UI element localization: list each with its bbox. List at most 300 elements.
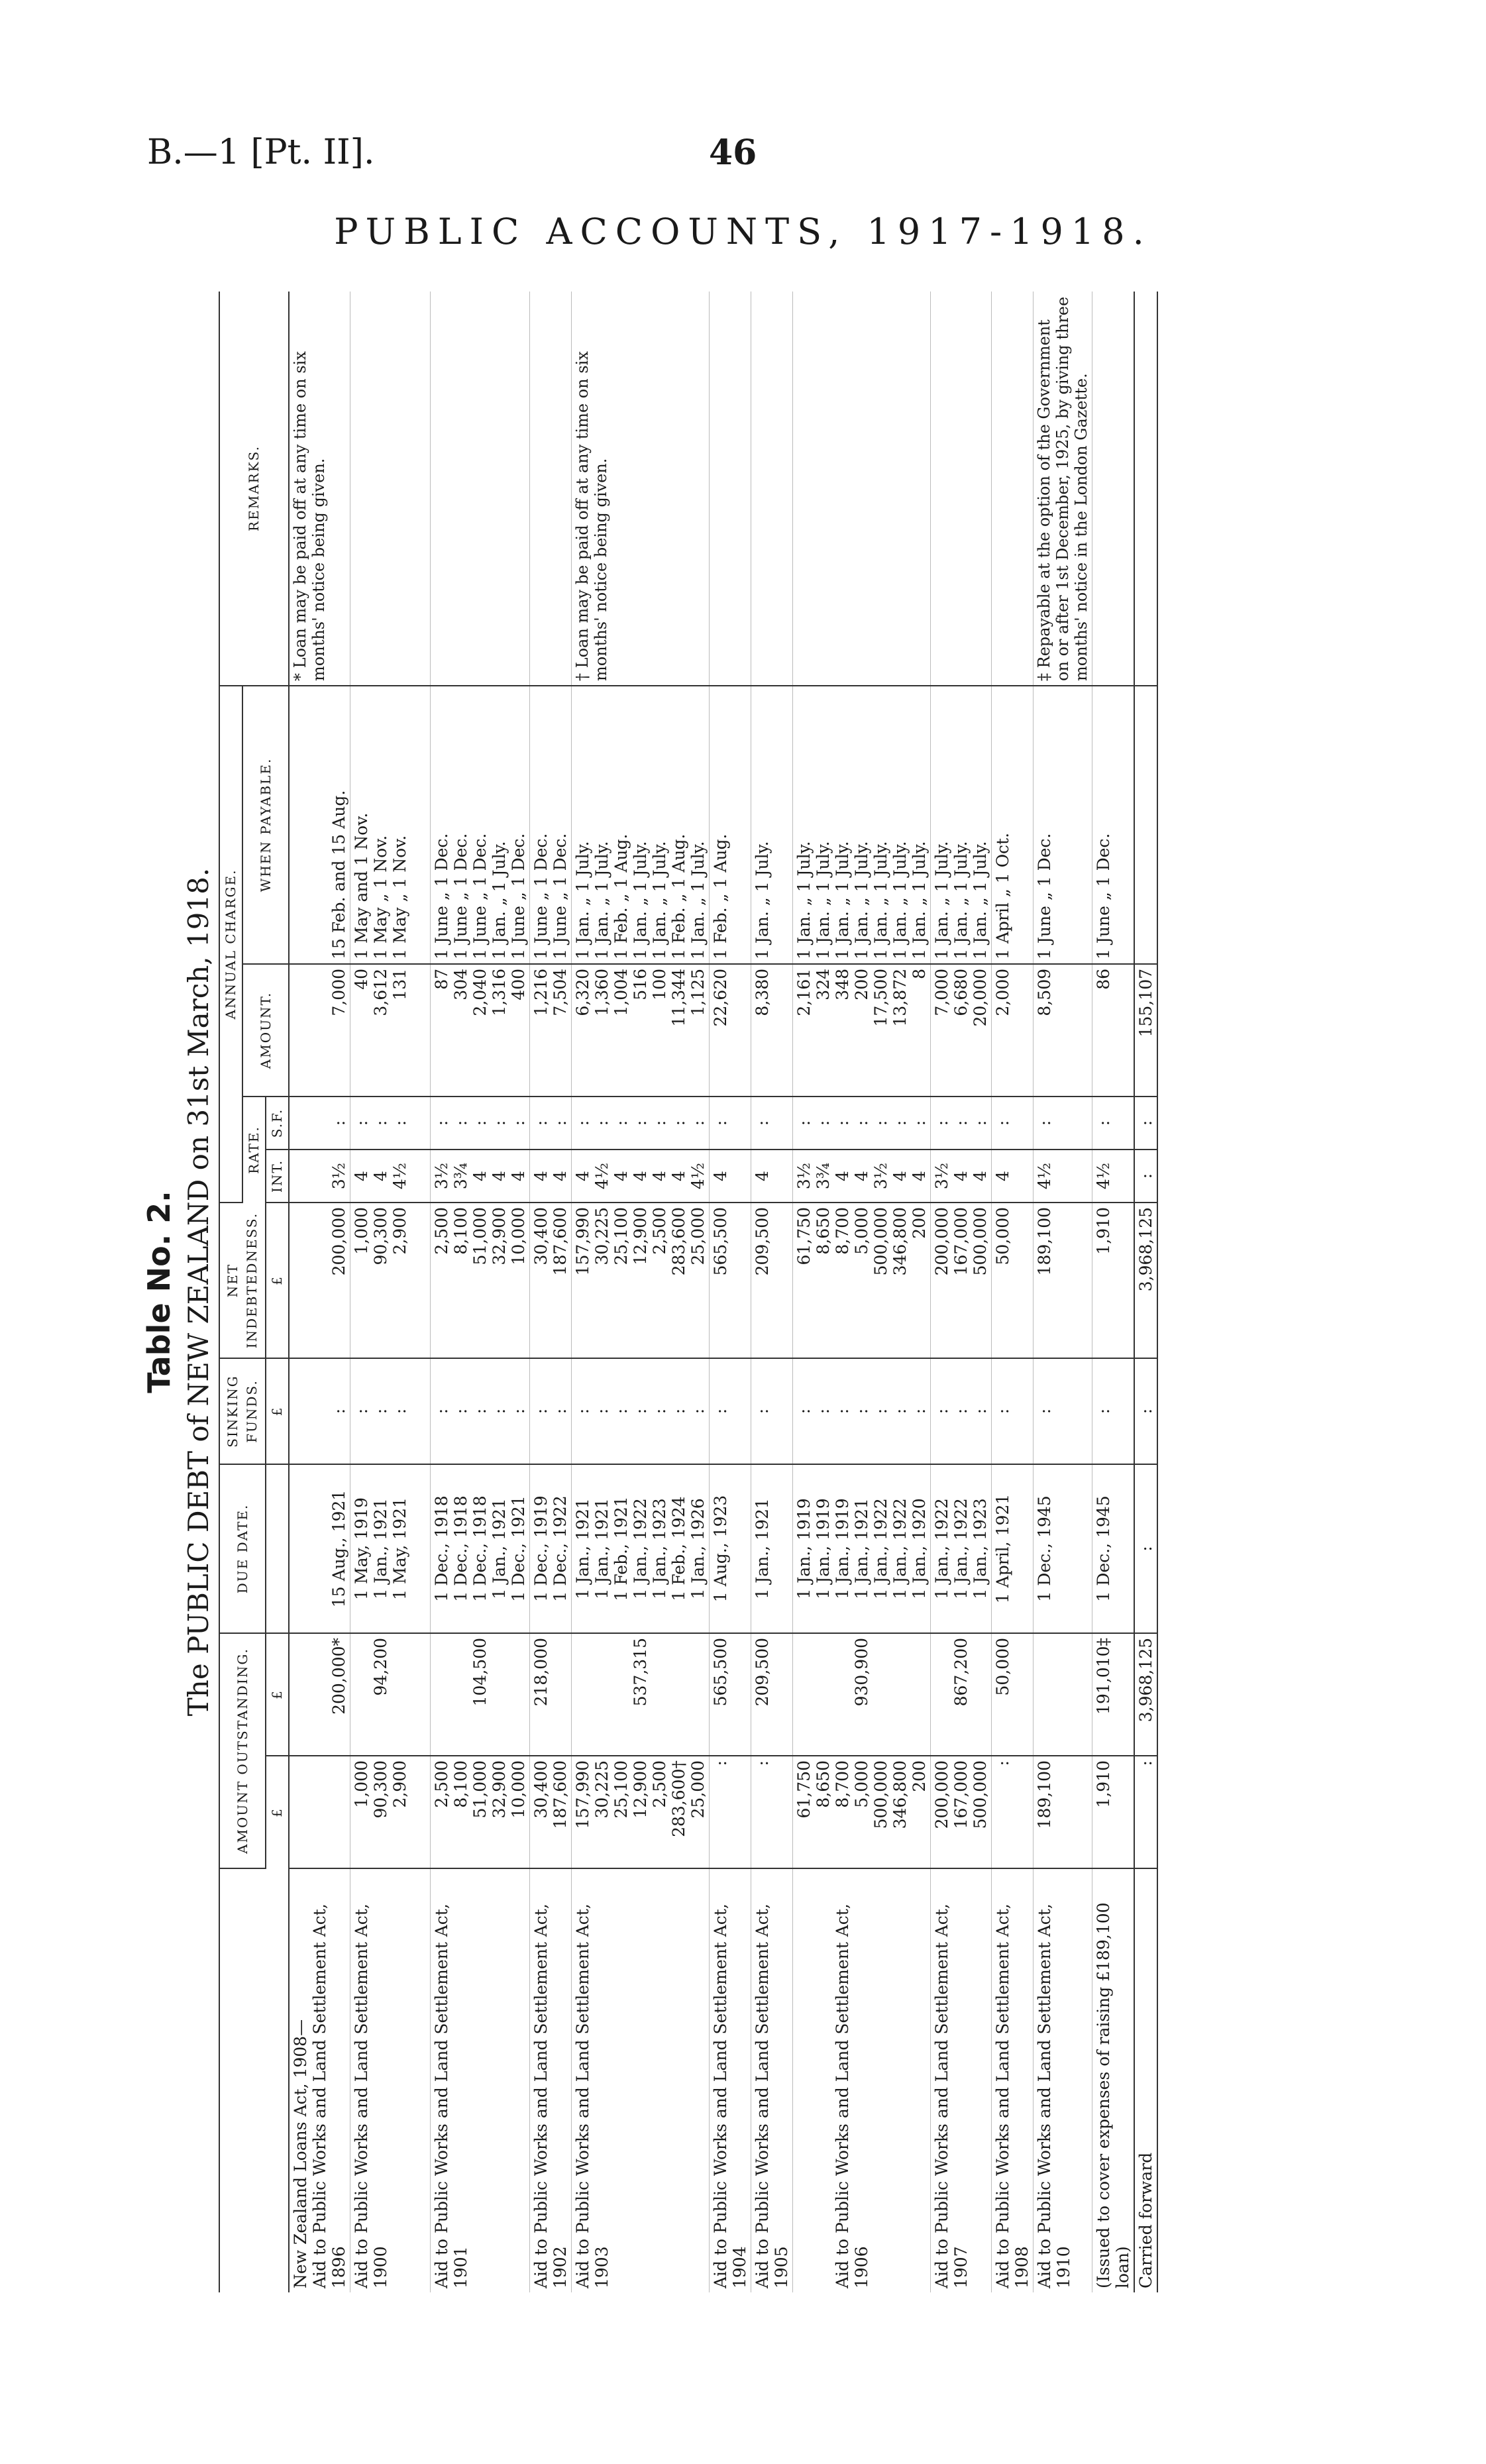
rate-int-cell — [1034, 1150, 1092, 1203]
due-date-line: 1 Dec., 1921 — [509, 1495, 528, 1602]
due-date-line: 1 Dec., 1945 — [1094, 1495, 1113, 1602]
total-outstanding-line — [432, 1638, 451, 1751]
total-outstanding-line: 565,500 — [711, 1637, 730, 1707]
total-outstanding-cell — [1034, 1633, 1092, 1756]
annual-amount-line: 1,360 — [592, 968, 611, 1016]
rate-sf-line: : — [1094, 1120, 1113, 1126]
rate-sf-cell — [572, 1097, 710, 1150]
total-outstanding-line: 94,200 — [371, 1637, 390, 1696]
total-outstanding-cell — [751, 1633, 793, 1756]
total-outstanding-line: 537,315 — [631, 1637, 650, 1707]
item-cell — [710, 1756, 751, 1868]
rate-int-cell — [289, 1150, 350, 1203]
rate-int-line: 3½ — [794, 1162, 814, 1190]
desc-line — [611, 1873, 631, 2288]
when-payable-line: 1 June „ 1 Dec. — [509, 833, 528, 959]
item-line: 30,225 — [592, 1760, 611, 1819]
annual-amount-cell — [751, 964, 793, 1097]
desc-line: New Zealand Loans Act, 1908— — [291, 2019, 310, 2288]
table-row — [751, 292, 793, 2292]
when-payable-line: 1 Jan. „ 1 July. — [932, 841, 951, 959]
net-indebtedness-line: 200,000 — [932, 1206, 951, 1276]
rate-int-line: 4½ — [390, 1162, 409, 1190]
item-line — [310, 1760, 329, 1864]
item-cell — [931, 1756, 992, 1868]
desc-line — [470, 1873, 490, 2288]
rate-int-line — [1054, 1154, 1073, 1198]
rate-int-cell — [572, 1150, 710, 1203]
sinking-fund-line: : — [1035, 1408, 1054, 1415]
when-payable-line: 1 May „ 1 Nov. — [371, 835, 390, 959]
rate-sf-cell — [1034, 1097, 1092, 1150]
annual-amount-line: 6,320 — [573, 968, 592, 1016]
rate-int-line: 4½ — [1094, 1162, 1113, 1190]
when-payable-line: 1 June „ 1 Dec. — [551, 833, 570, 959]
annual-amount-cell — [710, 964, 751, 1097]
desc-line — [409, 1873, 429, 2288]
annual-amount-line: 516 — [631, 968, 650, 1000]
annual-amount-cell — [431, 964, 530, 1097]
item-line: 200 — [910, 1760, 929, 1792]
net-indebtedness-line: 50,000 — [993, 1206, 1012, 1265]
item-cell — [350, 1756, 431, 1868]
item-line: 200,000 — [932, 1760, 951, 1829]
net-indebtedness-cell — [793, 1203, 931, 1358]
when-payable-line: 1 Jan. „ 1 July. — [688, 841, 708, 959]
due-date-line: 1 Jan., 1922 — [871, 1498, 890, 1599]
net-indebtedness-line: 283,600 — [669, 1206, 688, 1276]
desc-line — [910, 1873, 929, 2288]
due-date-cell — [289, 1464, 350, 1633]
public-debt-table — [219, 292, 1158, 2292]
sinking-fund-line — [1054, 1363, 1073, 1460]
rate-sf-line: : — [794, 1120, 814, 1126]
rate-sf-line: : — [711, 1120, 730, 1126]
item-cell — [572, 1756, 710, 1868]
when-payable-line: 1 Jan. „ 1 July. — [910, 841, 929, 959]
due-date-cell — [992, 1464, 1034, 1633]
rate-sf-line: : — [951, 1120, 971, 1126]
rate-int-line — [730, 1154, 749, 1198]
page-number: 46 — [709, 133, 757, 173]
due-date-line: 1 Jan., 1921 — [592, 1498, 611, 1599]
annual-amount-line: 200 — [852, 968, 871, 1000]
sinking-fund-cell — [751, 1358, 793, 1464]
rate-int-line: 4 — [352, 1171, 371, 1181]
when-payable-cell — [1034, 686, 1092, 964]
due-date-line — [730, 1469, 749, 1629]
rate-int-line: 4 — [669, 1171, 688, 1181]
total-outstanding-line — [611, 1638, 631, 1751]
annual-amount-line: 2,040 — [470, 968, 490, 1016]
total-outstanding-line: 50,000 — [993, 1637, 1012, 1696]
annual-amount-line — [730, 969, 749, 1092]
sinking-fund-cell — [931, 1358, 992, 1464]
sinking-fund-line — [409, 1363, 429, 1460]
sinking-fund-line: : — [352, 1408, 371, 1415]
net-indebtedness-line: 200 — [910, 1206, 929, 1239]
carried-annual-amount: 155,107 — [1134, 964, 1157, 1097]
sinking-fund-line: : — [573, 1408, 592, 1415]
item-line: 500,000 — [871, 1760, 890, 1829]
due-date-line: 1 Jan., 1922 — [951, 1498, 971, 1599]
rate-sf-cell — [1092, 1097, 1135, 1150]
item-line — [1113, 1760, 1132, 1864]
due-date-cell — [572, 1464, 710, 1633]
sinking-fund-line — [291, 1363, 310, 1460]
annual-amount-cell — [350, 964, 431, 1097]
sinking-fund-cell — [289, 1358, 350, 1464]
rate-int-line: 4 — [993, 1171, 1012, 1181]
when-payable-line — [772, 690, 791, 959]
net-indebtedness-line: 346,800 — [890, 1206, 910, 1276]
sinking-fund-line: : — [753, 1408, 772, 1415]
desc-line: 1910 — [1054, 2246, 1073, 2288]
carried-sinking: : — [1134, 1358, 1157, 1464]
remarks-cell — [350, 292, 431, 686]
sinking-fund-line: : — [509, 1408, 528, 1415]
sinking-fund-line: : — [371, 1408, 390, 1415]
rate-sf-line: : — [650, 1120, 669, 1126]
item-line: : — [753, 1760, 772, 1766]
rate-sf-line: : — [910, 1120, 929, 1126]
carried-items: : — [1134, 1756, 1157, 1868]
remark-note: * Loan may be paid off at any time on six months' notice being given. — [291, 351, 328, 681]
desc-line: Aid to Public Works and Land Settlement Act, — [531, 1903, 551, 2288]
rate-int-cell — [530, 1150, 572, 1203]
rate-int-cell — [1092, 1150, 1135, 1203]
net-indebtedness-cell — [289, 1203, 350, 1358]
annual-amount-cell — [931, 964, 992, 1097]
due-date-line: 1 Dec., 1922 — [551, 1495, 570, 1602]
item-line: 8,700 — [833, 1760, 852, 1808]
when-payable-cell — [530, 686, 572, 964]
when-payable-cell — [1092, 686, 1135, 964]
item-line — [1012, 1760, 1032, 1864]
due-date-line — [291, 1469, 310, 1629]
annual-amount-line: 3,612 — [371, 968, 390, 1016]
table-row — [530, 292, 572, 2292]
due-date-cell — [530, 1464, 572, 1633]
rate-sf-line — [772, 1101, 791, 1145]
net-indebtedness-line: 30,225 — [592, 1206, 611, 1265]
net-indebtedness-line: 8,650 — [814, 1206, 833, 1255]
unit-pound: £ — [266, 1756, 289, 1868]
sinking-fund-cell — [572, 1358, 710, 1464]
rotated-table-block — [139, 292, 1332, 2292]
col-rate: RATE. — [242, 1097, 266, 1203]
net-indebtedness-cell — [572, 1203, 710, 1358]
rate-int-line: 4 — [711, 1171, 730, 1181]
sinking-fund-line: : — [490, 1408, 509, 1415]
rate-sf-line — [1054, 1101, 1073, 1145]
desc-line — [390, 1873, 409, 2288]
desc-line — [631, 1873, 650, 2288]
sinking-fund-line: : — [432, 1408, 451, 1415]
rate-sf-line: : — [573, 1120, 592, 1126]
due-date-line — [310, 1469, 329, 1629]
carried-sf: : — [1134, 1097, 1157, 1150]
annual-amount-line — [291, 969, 310, 1092]
due-date-line — [1113, 1469, 1132, 1629]
net-indebtedness-line: 12,900 — [631, 1206, 650, 1265]
when-payable-line: 1 Jan. „ 1 July. — [650, 841, 669, 959]
item-line: 51,000 — [470, 1760, 490, 1819]
carried-total-outstanding: 3,968,125 — [1134, 1633, 1157, 1756]
due-date-cell — [350, 1464, 431, 1633]
rate-sf-line: : — [814, 1120, 833, 1126]
due-date-line: 1 Jan., 1919 — [794, 1498, 814, 1599]
due-date-line: 1 May, 1919 — [352, 1497, 371, 1600]
total-outstanding-line — [310, 1638, 329, 1751]
annual-amount-line: 13,872 — [890, 968, 910, 1027]
desc-line: 1904 — [730, 2246, 749, 2288]
rate-sf-line: : — [490, 1120, 509, 1126]
total-outstanding-line — [352, 1638, 371, 1751]
when-payable-cell — [931, 686, 992, 964]
net-indebtedness-line — [409, 1207, 429, 1354]
annual-amount-line: 1,125 — [688, 968, 708, 1016]
desc-line: Aid to Public Works and Land Settlement Act, — [711, 1903, 730, 2288]
net-indebtedness-line — [291, 1207, 310, 1354]
sinking-fund-line: : — [932, 1408, 951, 1415]
total-outstanding-line — [551, 1638, 570, 1751]
remarks-cell — [992, 292, 1034, 686]
net-indebtedness-line — [310, 1207, 329, 1354]
total-outstanding-line — [1035, 1638, 1054, 1751]
when-payable-line: 1 Jan. „ 1 July. — [971, 841, 990, 959]
when-payable-line: 1 June „ 1 Dec. — [470, 833, 490, 959]
annual-amount-line — [1012, 969, 1032, 1092]
due-date-line: 1 Jan., 1922 — [890, 1498, 910, 1599]
rate-int-cell — [710, 1150, 751, 1203]
annual-amount-line: 22,620 — [711, 968, 730, 1027]
rate-sf-cell — [751, 1097, 793, 1150]
annual-amount-line: 11,344 — [669, 968, 688, 1027]
due-date-line: 1 Jan., 1922 — [631, 1498, 650, 1599]
rate-sf-line: : — [551, 1120, 570, 1126]
rate-sf-line: : — [470, 1120, 490, 1126]
net-indebtedness-line: 189,100 — [1035, 1206, 1054, 1276]
item-cell — [992, 1756, 1034, 1868]
item-line — [291, 1760, 310, 1864]
item-line: 189,100 — [1035, 1760, 1054, 1829]
when-payable-line: 1 Jan. „ 1 July. — [814, 841, 833, 959]
total-outstanding-line — [910, 1638, 929, 1751]
total-outstanding-line — [772, 1638, 791, 1751]
rate-sf-line: : — [1035, 1120, 1054, 1126]
rate-sf-line: : — [592, 1120, 611, 1126]
item-line — [1054, 1760, 1073, 1864]
due-date-line: 1 Jan., 1921 — [490, 1498, 509, 1599]
due-date-line: 1 Dec., 1945 — [1035, 1495, 1054, 1602]
col-when-payable: WHEN PAYABLE. — [242, 686, 289, 964]
rate-sf-line: : — [371, 1120, 390, 1126]
when-payable-line — [730, 690, 749, 959]
rate-sf-line: : — [833, 1120, 852, 1126]
sinking-fund-line: : — [794, 1408, 814, 1415]
sinking-fund-line: : — [390, 1408, 409, 1415]
net-indebtedness-cell — [431, 1203, 530, 1358]
sinking-fund-cell — [710, 1358, 751, 1464]
when-payable-cell — [793, 686, 931, 964]
desc-line — [814, 1873, 833, 2288]
sinking-fund-line: : — [592, 1408, 611, 1415]
item-cell — [431, 1756, 530, 1868]
sinking-fund-line: : — [531, 1408, 551, 1415]
when-payable-line — [409, 690, 429, 959]
rate-sf-line — [1012, 1101, 1032, 1145]
total-outstanding-cell — [572, 1633, 710, 1756]
col-rate-sf: S.F. — [266, 1097, 289, 1150]
sinking-fund-line: : — [631, 1408, 650, 1415]
net-indebtedness-line: 187,600 — [551, 1206, 570, 1276]
rate-sf-cell — [710, 1097, 751, 1150]
rate-sf-line: : — [352, 1120, 371, 1126]
rate-sf-line: : — [509, 1120, 528, 1126]
desc-line: 1900 — [371, 2246, 390, 2288]
desc-cell — [1092, 1868, 1135, 2292]
when-payable-cell — [350, 686, 431, 964]
carried-forward-label: Carried forward — [1134, 1868, 1157, 2292]
due-date-line: 1 Jan., 1921 — [573, 1498, 592, 1599]
remark-note: † Loan may be paid off at any time on six months' notice being given. — [573, 351, 610, 681]
net-indebtedness-line: 1,910 — [1094, 1206, 1113, 1255]
rate-int-line: 4 — [971, 1171, 990, 1181]
net-indebtedness-line: 25,100 — [611, 1206, 631, 1265]
sinking-fund-line: : — [669, 1408, 688, 1415]
sinking-fund-line: : — [611, 1408, 631, 1415]
rate-sf-cell — [431, 1097, 530, 1150]
table-row — [289, 292, 350, 2292]
due-date-line — [1054, 1469, 1073, 1629]
annual-amount-cell — [793, 964, 931, 1097]
when-payable-cell — [289, 686, 350, 964]
item-line — [730, 1760, 749, 1864]
rate-sf-line: : — [611, 1120, 631, 1126]
rate-sf-line: : — [631, 1120, 650, 1126]
col-remarks: REMARKS. — [219, 292, 289, 686]
item-cell — [289, 1756, 350, 1868]
remark-note: ‡ Repayable at the option of the Government on or after 1st December, 1925, by giving three months' notice in the London Gazette. — [1035, 296, 1090, 681]
when-payable-cell — [431, 686, 530, 964]
rate-int-line — [1012, 1154, 1032, 1198]
desc-line — [794, 1873, 814, 2288]
item-line: 61,750 — [794, 1760, 814, 1819]
item-line: 10,000 — [509, 1760, 528, 1819]
rate-int-line — [1113, 1154, 1132, 1198]
due-date-cell — [710, 1464, 751, 1633]
annual-amount-cell — [1034, 964, 1092, 1097]
item-line: 25,000 — [688, 1760, 708, 1819]
when-payable-line: 1 Jan. „ 1 July. — [794, 841, 814, 959]
total-outstanding-cell — [350, 1633, 431, 1756]
document-reference: B.—1 [Pt. II]. — [147, 133, 375, 172]
unit-pound: £ — [266, 1633, 289, 1756]
annual-amount-cell — [1092, 964, 1135, 1097]
remarks-cell — [1092, 292, 1135, 686]
rate-int-line: 4 — [470, 1171, 490, 1181]
desc-line: 1908 — [1012, 2246, 1032, 2288]
table-row — [1034, 292, 1092, 2292]
due-date-line: 1 Jan., 1923 — [971, 1498, 990, 1599]
annual-amount-line: 20,000 — [971, 968, 990, 1027]
when-payable-line — [1113, 690, 1132, 959]
table-row — [992, 292, 1034, 2292]
annual-amount-line: 7,000 — [329, 968, 348, 1016]
when-payable-line: 1 Jan. „ 1 July. — [753, 841, 772, 959]
when-payable-line: 1 Jan. „ 1 July. — [871, 841, 890, 959]
annual-amount-line: 1,316 — [490, 968, 509, 1016]
desc-line — [871, 1873, 890, 2288]
item-line — [772, 1760, 791, 1864]
due-date-line — [409, 1469, 429, 1629]
rate-sf-line: : — [871, 1120, 890, 1126]
when-payable-line: 1 Jan. „ 1 July. — [592, 841, 611, 959]
sinking-fund-line: : — [1094, 1408, 1113, 1415]
remarks-cell — [1034, 292, 1092, 686]
when-payable-line: 1 Feb. „ 1 Aug. — [669, 833, 688, 959]
item-line: 5,000 — [852, 1760, 871, 1808]
sinking-fund-line — [772, 1363, 791, 1460]
net-indebtedness-cell — [710, 1203, 751, 1358]
rate-int-cell — [431, 1150, 530, 1203]
item-cell — [1034, 1756, 1092, 1868]
carried-forward-row — [1134, 292, 1157, 2292]
rate-int-line: 3½ — [871, 1162, 890, 1190]
net-indebtedness-cell — [931, 1203, 992, 1358]
total-outstanding-cell — [710, 1633, 751, 1756]
annual-amount-line — [1113, 969, 1132, 1092]
item-line: 346,800 — [890, 1760, 910, 1829]
rate-sf-line: : — [669, 1120, 688, 1126]
annual-amount-line: 17,500 — [871, 968, 890, 1027]
rate-int-line: 4½ — [688, 1162, 708, 1190]
when-payable-cell — [751, 686, 793, 964]
item-cell — [530, 1756, 572, 1868]
total-outstanding-line: 930,900 — [852, 1637, 871, 1707]
net-indebtedness-line: 51,000 — [470, 1206, 490, 1265]
when-payable-line: 1 June „ 1 Dec. — [1035, 833, 1054, 959]
rate-int-line: 4 — [753, 1171, 772, 1181]
due-date-cell — [793, 1464, 931, 1633]
due-date-line: 1 May, 1921 — [390, 1497, 409, 1600]
table-row — [350, 292, 431, 2292]
sinking-fund-line: : — [852, 1408, 871, 1415]
desc-line: Aid to Public Works and Land Settlement Act, — [310, 1903, 329, 2288]
rate-sf-cell — [793, 1097, 931, 1150]
due-date-cell — [431, 1464, 530, 1633]
desc-cell — [793, 1868, 931, 2292]
due-date-line: 1 Aug., 1923 — [711, 1495, 730, 1603]
rate-sf-line: : — [993, 1120, 1012, 1126]
net-indebtedness-line: 32,900 — [490, 1206, 509, 1265]
annual-amount-cell — [530, 964, 572, 1097]
sinking-fund-cell — [350, 1358, 431, 1464]
net-indebtedness-line: 2,500 — [432, 1206, 451, 1255]
total-outstanding-line — [871, 1638, 890, 1751]
total-outstanding-line — [1113, 1638, 1132, 1751]
due-date-cell — [1092, 1464, 1135, 1633]
annual-amount-line: 8 — [910, 968, 929, 979]
desc-line: 1896 — [329, 2246, 348, 2288]
total-outstanding-line: 218,000 — [531, 1637, 551, 1707]
table-number: Table No. 2. — [141, 1191, 177, 1393]
rate-sf-line: : — [531, 1120, 551, 1126]
sinking-fund-cell — [530, 1358, 572, 1464]
net-indebtedness-line: 209,500 — [753, 1206, 772, 1276]
total-outstanding-line — [932, 1638, 951, 1751]
